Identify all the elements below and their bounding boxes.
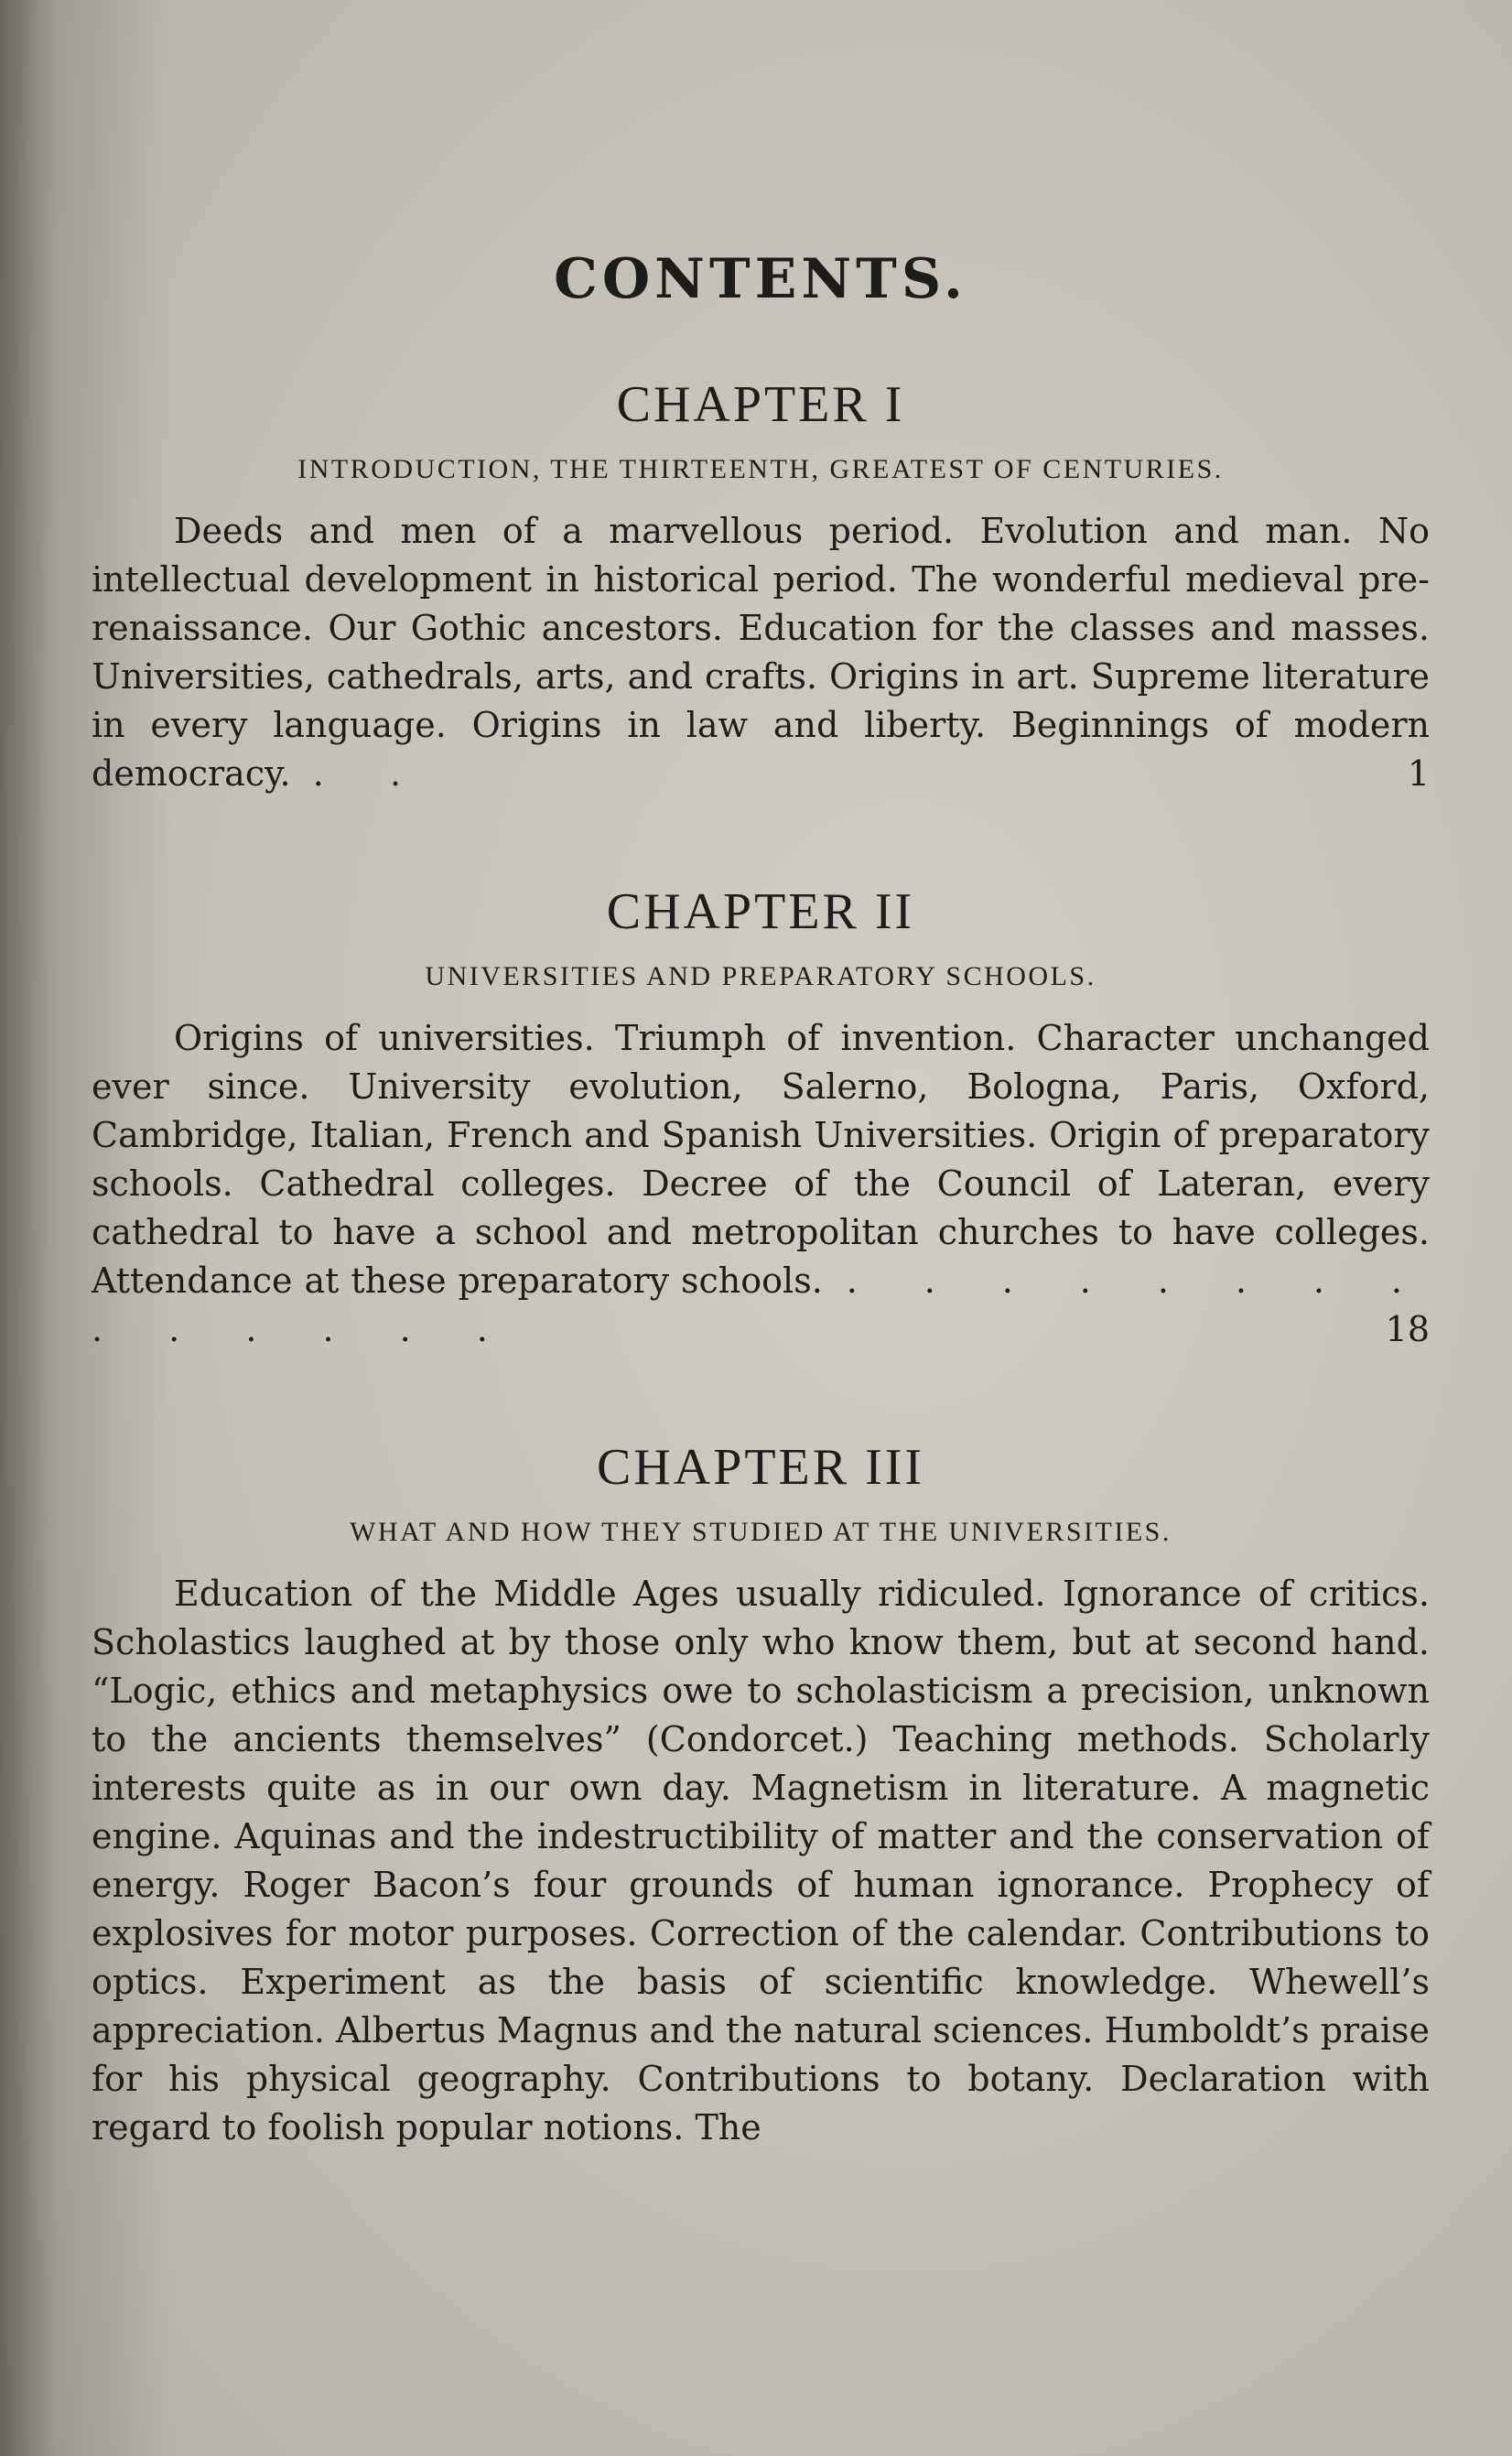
chapter-heading: CHAPTER I [616, 376, 905, 433]
chapter-summary [92, 507, 1430, 798]
chapter-summary [92, 1014, 1430, 1354]
summary-text: Origins of universities. Triumph of invention. Character unchanged ever since. University evolution, Salerno, Bologna, Paris, Oxford, Cambridge, Italian, French and Spanish Universities. Origin of preparatory schools. Cathedral colleges. Decree of the Council of Lateran, every cathedral to have a school and metropolitan churches to have colleges. Attendance at these preparatory schools. [92, 1018, 1430, 1301]
summary-text: Deeds and men of a marvellous period. Evolution and man. No intellectual development in historical period. The wonderful medieval pre-renaissance. Our Gothic ancestors. Education for the classes and masses. Universities, cathedrals, arts, and crafts. Origins in art. Supreme literature in every language. Origins in law and liberty. Beginnings of modern democracy. [92, 511, 1430, 794]
dot-leaders: . . [312, 753, 429, 794]
chapter-subtitle: INTRODUCTION, THE THIRTEENTH, GREATEST OF CENTURIES. [297, 454, 1224, 484]
page-number: 1 [1407, 753, 1430, 794]
dot-leaders: . . . . . . . . . . . . . . [92, 1260, 1430, 1349]
page-number: 18 [1385, 1309, 1430, 1349]
contents-body [92, 247, 1430, 2236]
chapter-subtitle: UNIVERSITIES AND PREPARATORY SCHOOLS. [425, 961, 1096, 991]
chapter-entry-1 [92, 375, 1430, 798]
chapter-entry-3 [92, 1438, 1430, 2152]
chapter-heading: CHAPTER III [596, 1439, 925, 1496]
chapter-heading: CHAPTER II [606, 883, 915, 940]
page-title: CONTENTS. [554, 247, 967, 311]
chapter-subtitle: WHAT AND HOW THEY STUDIED AT THE UNIVERSITIES. [350, 1517, 1172, 1547]
summary-text: Education of the Middle Ages usually ridiculed. Ignorance of critics. Scholastics laughed at by those only who know them, but at second hand. “Logic, ethics and metaphysics owe to scholasticism a precision, unknown to the ancients themselves” (Condorcet.) Teaching methods. Scholarly interests quite as in our own day. Magnetism in literature. A magnetic engine. Aquinas and the indestructibility of matter and the conservation of energy. Roger Bacon’s four grounds of human ignorance. Prophecy of explosives for motor purposes. Correction of the calendar. Contributions to optics. Experiment as the basis of scientific knowledge. Whewell’s appreciation. Albertus Magnus and the natural sciences. Humboldt’s praise for his physical geography. Contributions to botany. Declaration with regard to foolish popular notions. The [92, 1574, 1430, 2148]
bleed-through-text [82, 9, 1437, 49]
chapter-entry-2 [92, 882, 1430, 1354]
chapter-summary [92, 1570, 1430, 2152]
